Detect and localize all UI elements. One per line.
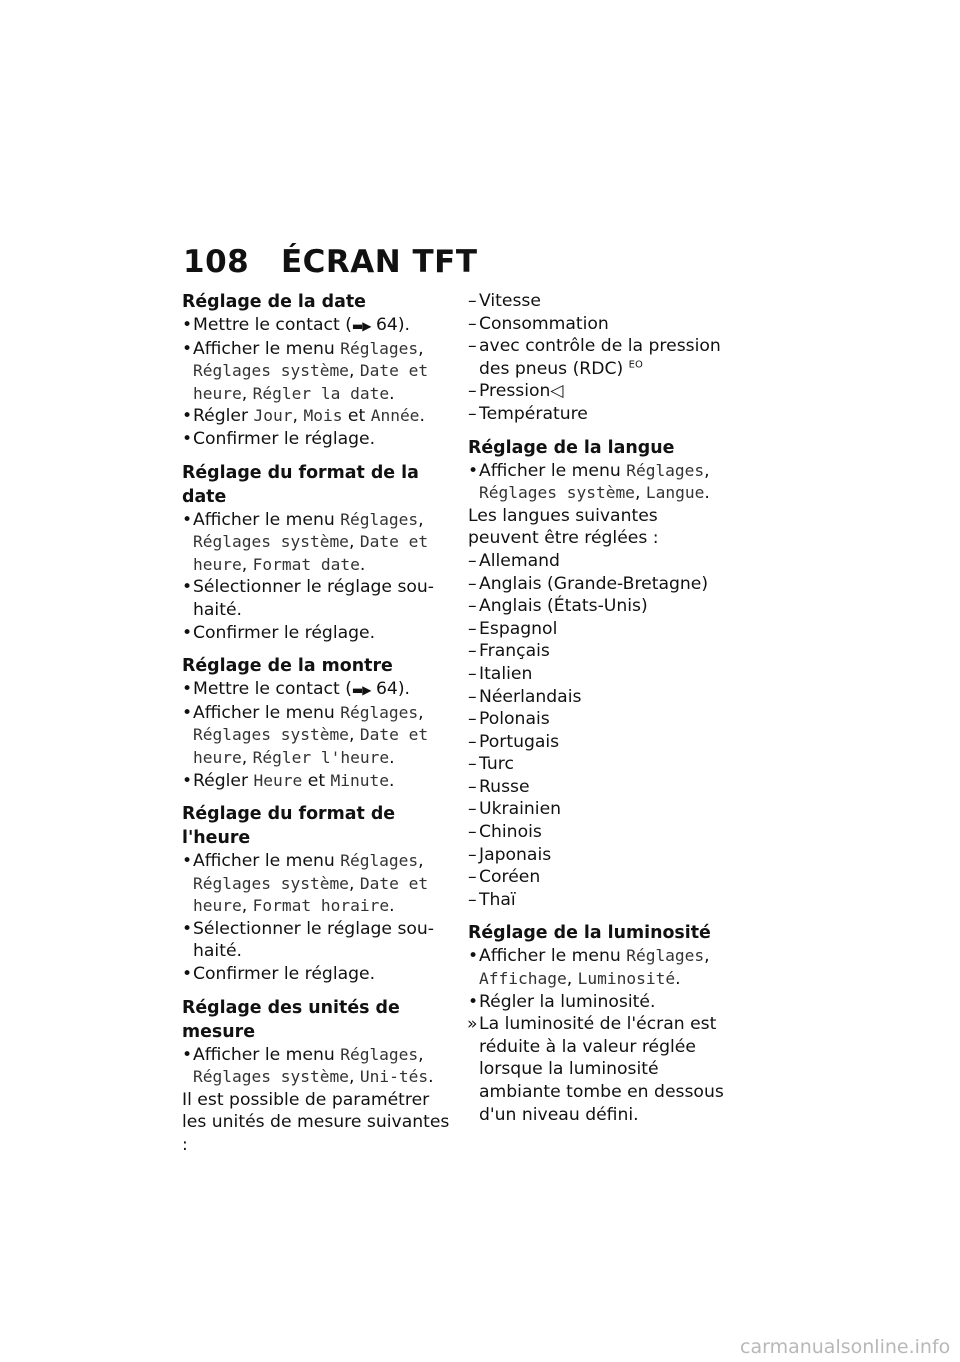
language-item: – Portugais [468,731,730,754]
section-clock [182,654,454,792]
list-item: – Vitesse [468,290,730,313]
watermark: carmanualsonline.info [740,1336,951,1358]
section-units [182,996,454,1157]
pressure-symbol-icon: ◁ [550,381,564,402]
list-item: – Température [468,403,730,426]
section-time-format [182,802,454,986]
equipment-code: EO [628,359,643,371]
section-date [182,290,454,451]
section-title: Réglage du format de la date [182,462,419,507]
language-intro-text: Les langues suivantes peuvent être réglées : [468,505,659,549]
menu-term: Heure [253,770,303,790]
menu-term: Format horaire [252,896,390,916]
section-title: Réglage de la luminosité [468,923,711,944]
language-list [468,550,730,912]
menu-term: Réglages [340,338,419,358]
step-menu: • Afficher le menu Réglages, Réglages système, Date et heure, Régler la date. [182,338,454,406]
menu-term: Réglages système [193,361,349,381]
step-ignition: • Mettre le contact (▬▶ 64). [182,678,454,702]
language-item: – Polonais [468,708,730,731]
language-item: – Allemand [468,550,730,573]
menu-term: Date et heure [193,873,429,916]
menu-term: Réglages [340,702,419,722]
step-select: • Sélectionner le réglage sou-haité. [182,918,454,963]
chapter-title: ÉCRAN TFT [281,244,478,280]
section-language [468,436,730,912]
section-brightness [468,921,730,1126]
menu-term: Régler l'heure [252,747,390,767]
language-item: – Chinois [468,821,730,844]
language-item: – Coréen [468,866,730,889]
menu-term: Réglages [626,946,705,966]
language-item: – Thaï [468,889,730,912]
menu-term: Réglages [340,1044,419,1064]
step-menu: • Afficher le menu Réglages, Réglages système, Date et heure, Format horaire. [182,850,454,918]
menu-term: Date et heure [193,361,429,403]
section-title: Réglage des unités de mesure [182,997,400,1042]
step-ignition: • Mettre le contact (▬▶ 64). [182,314,454,338]
menu-term: Langue [645,483,705,503]
result-text: » La luminosité de l'écran est réduite à la valeur réglée lorsque la luminosité ambiante tombe en dessous d'un niveau défini. [468,1013,730,1126]
menu-term: Date et heure [193,725,429,767]
menu-term: Réglages [340,851,419,871]
step-menu: • Afficher le menu Réglages, Réglages système, Langue. [468,460,730,505]
menu-term: Minute [330,770,390,790]
step-confirm: • Confirmer le réglage. [182,622,454,645]
right-column [468,290,730,1136]
menu-term: Jour [253,406,293,426]
section-title: Réglage du format de l'heure [182,804,396,849]
step-menu: • Afficher le menu Réglages, Affichage, Luminosité. [468,945,730,990]
list-item: – Consommation [468,313,730,336]
list-item: – avec contrôle de la pression des pneus (RDC) $^{EO}$ [468,335,730,380]
language-item: – Français [468,640,730,663]
language-item: – Russe [468,776,730,799]
page-ref[interactable]: 64 [375,315,398,335]
step-set: • Régler Jour, Mois et Année. [182,405,454,428]
page-ref-arrow-icon: ▬▶ [351,319,371,333]
units-intro-text: Il est possible de paramétrer les unités de mesure suivantes : [182,1089,450,1156]
menu-term: Année [370,406,420,426]
step-menu: • Afficher le menu Réglages, Réglages système, Uni-tés. [182,1044,454,1089]
step-menu: • Afficher le menu Réglages, Réglages système, Date et heure, Format date. [182,509,454,577]
page-ref[interactable]: 64 [375,679,398,700]
step-confirm: • Confirmer le réglage. [182,963,454,986]
units-list [468,290,730,426]
section-title: Réglage de la date [182,292,366,312]
page-number: 108 [183,244,250,280]
step-confirm: • Confirmer le réglage. [182,428,454,451]
menu-term: Réglages système [193,532,349,552]
step-set: • Régler la luminosité. [468,991,730,1014]
language-item: – Anglais (Grande-Bretagne) [468,573,730,596]
menu-term: Affichage [479,969,567,989]
menu-term: Mois [303,406,343,426]
menu-term: Réglages système [193,1067,349,1087]
language-item: – Turc [468,753,730,776]
menu-term: Luminosité [577,969,676,989]
menu-term: Format date [252,554,360,574]
list-item: – Pression◁ [468,380,730,403]
section-date-format [182,461,454,645]
menu-term: Réglages système [479,483,635,503]
left-column [182,290,454,1167]
menu-term: Uni-tés [359,1067,429,1087]
step-select: • Sélectionner le réglage sou-haité. [182,576,454,621]
section-title: Réglage de la montre [182,656,393,677]
page-header [183,244,478,280]
menu-term: Réglages système [193,873,349,893]
menu-term: Réglages [340,509,419,529]
language-item: – Italien [468,663,730,686]
step-menu: • Afficher le menu Réglages, Réglages système, Date et heure, Régler l'heure. [182,702,454,770]
menu-term: Régler la date [252,383,390,403]
menu-term: Réglages [626,460,705,480]
language-item: – Espagnol [468,618,730,641]
section-title: Réglage de la langue [468,437,675,458]
page-ref-arrow-icon: ▬▶ [351,683,371,698]
language-item: – Anglais (États-Unis) [468,595,730,618]
step-set: • Régler Heure et Minute. [182,770,454,793]
language-item: – Néerlandais [468,686,730,709]
menu-term: Date et heure [193,532,429,574]
language-item: – Ukrainien [468,798,730,821]
menu-term: Réglages système [193,725,349,745]
language-item: – Japonais [468,844,730,867]
